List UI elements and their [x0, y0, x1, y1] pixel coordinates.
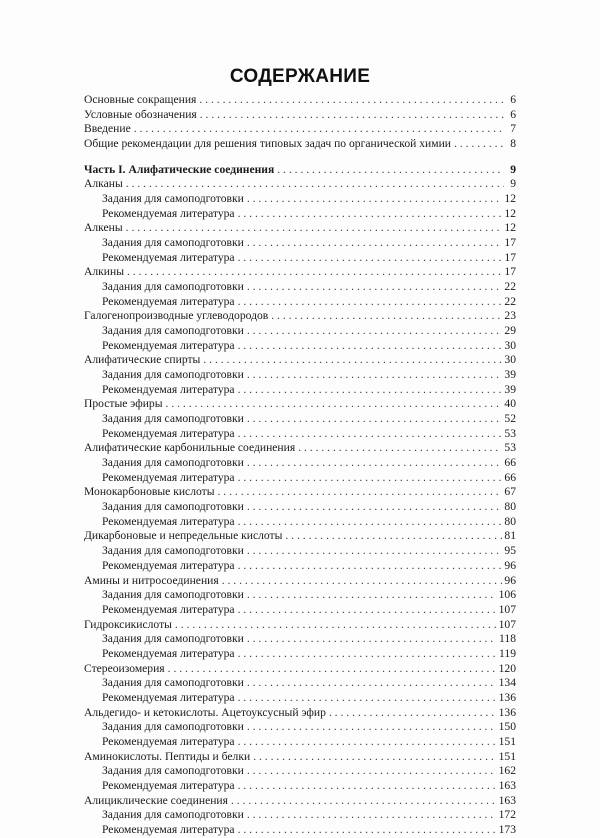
toc-subentry — [84, 280, 516, 295]
dot-leader — [277, 163, 504, 178]
toc-entry-title: Условные обозначения — [84, 107, 197, 121]
toc-page-number: 136 — [498, 705, 516, 719]
toc-subentry — [84, 192, 516, 207]
dot-leader — [247, 720, 497, 735]
dot-leader — [247, 500, 503, 515]
toc-subentry — [84, 427, 516, 442]
toc-page-number: 80 — [504, 514, 516, 528]
toc-subentry — [84, 691, 516, 706]
toc-page-number: 173 — [498, 822, 516, 836]
dot-leader — [247, 676, 497, 691]
toc-entry — [84, 441, 516, 456]
toc-subentry — [84, 456, 516, 471]
toc-entry-title: Рекомендуемая литература — [102, 778, 235, 792]
toc-page-number: 17 — [504, 236, 516, 250]
toc-entry-title: Алициклические соединения — [84, 793, 228, 807]
dot-leader — [298, 441, 502, 456]
dot-leader — [238, 779, 497, 794]
toc-page-number: 66 — [504, 456, 516, 470]
toc-subentry — [84, 324, 516, 339]
dot-leader — [247, 808, 497, 823]
toc-subentry — [84, 735, 516, 750]
dot-leader — [200, 108, 504, 123]
dot-leader — [247, 236, 503, 251]
toc-page-number: 119 — [499, 646, 516, 660]
toc-page-number: 17 — [504, 250, 516, 264]
toc-subentry — [84, 412, 516, 427]
dot-leader — [454, 137, 504, 152]
toc-subentry — [84, 295, 516, 310]
dot-leader — [134, 122, 504, 137]
toc-page-number: 9 — [510, 162, 516, 176]
toc-entry-title: Задания для самоподготовки — [102, 500, 244, 514]
toc-subentry — [84, 676, 516, 691]
dot-leader — [238, 691, 497, 706]
toc-page-number: 9 — [510, 177, 516, 191]
toc-page-number: 162 — [498, 764, 516, 778]
toc-entry-title: Введение — [84, 122, 131, 136]
dot-leader — [238, 647, 497, 662]
toc-entry — [84, 574, 516, 589]
toc-entry — [84, 618, 516, 633]
toc-entry-title: Амины и нитросоединения — [84, 573, 219, 587]
toc-entry-title: Рекомендуемая литература — [102, 690, 235, 704]
toc-entry-title: Общие рекомендации для решения типовых задач по органической химии — [84, 137, 451, 151]
toc-entry-title: Задания для самоподготовки — [102, 456, 244, 470]
dot-leader — [238, 735, 497, 750]
toc-entry-title: Рекомендуемая литература — [102, 294, 235, 308]
dot-leader — [247, 544, 503, 559]
toc-page-number: 17 — [504, 265, 516, 279]
toc-subentry — [84, 544, 516, 559]
toc-entry-title: Стереоизомерия — [84, 661, 165, 675]
toc-page-number: 29 — [504, 324, 516, 338]
toc-page-number: 7 — [510, 122, 516, 136]
toc-page-number: 95 — [504, 544, 516, 558]
toc-entry-title: Рекомендуемая литература — [102, 602, 235, 616]
dot-leader — [247, 368, 503, 383]
toc-page-number: 8 — [510, 137, 516, 151]
dot-leader — [166, 397, 503, 412]
toc-subentry — [84, 603, 516, 618]
toc-subentry — [84, 383, 516, 398]
toc-entry-title: Задания для самоподготовки — [102, 544, 244, 558]
dot-leader — [126, 221, 503, 236]
toc-entry-title: Рекомендуемая литература — [102, 646, 235, 660]
toc-page-number: 39 — [504, 382, 516, 396]
toc-page-number: 40 — [504, 397, 516, 411]
toc-entry — [84, 529, 516, 544]
toc-entry-title: Задания для самоподготовки — [102, 192, 244, 206]
dot-leader — [238, 823, 497, 838]
toc-page-number: 96 — [504, 573, 516, 587]
toc-subentry — [84, 236, 516, 251]
dot-leader — [238, 559, 503, 574]
toc-entry — [84, 265, 516, 280]
toc-page-number: 22 — [504, 280, 516, 294]
toc-page-number: 163 — [498, 778, 516, 792]
toc-subentry — [84, 779, 516, 794]
toc-page-number: 150 — [498, 720, 516, 734]
page-title: СОДЕРЖАНИЕ — [229, 66, 371, 87]
toc-entry-title: Задания для самоподготовки — [102, 324, 244, 338]
toc-entry-title: Рекомендуемая литература — [102, 206, 235, 220]
toc-page-number: 151 — [498, 734, 516, 748]
toc-entry-title: Рекомендуемая литература — [102, 338, 235, 352]
dot-leader — [126, 177, 504, 192]
toc-entry-title: Задания для самоподготовки — [102, 280, 244, 294]
dot-leader — [238, 207, 503, 222]
toc-page-number: 106 — [498, 588, 516, 602]
toc-entry-title: Рекомендуемая литература — [102, 514, 235, 528]
dot-leader — [247, 324, 503, 339]
toc-entry-title: Задания для самоподготовки — [102, 236, 244, 250]
toc-page-number: 81 — [504, 529, 516, 543]
dot-leader — [247, 764, 497, 779]
toc-entry — [84, 93, 516, 108]
toc-page-number: 163 — [498, 793, 516, 807]
toc-entry-title: Галогенопроизводные углеводородов — [84, 309, 269, 323]
toc-entry-title: Рекомендуемая литература — [102, 470, 235, 484]
toc-subentry — [84, 368, 516, 383]
toc-entry — [84, 706, 516, 721]
toc-entry-title: Алифатические спирты — [84, 353, 201, 367]
toc-entry — [84, 750, 516, 765]
dot-leader — [247, 456, 503, 471]
toc-list — [84, 93, 516, 838]
toc-entry-title: Альдегидо- и кетокислоты. Ацетоуксусный эфир — [84, 705, 326, 719]
dot-leader — [238, 295, 503, 310]
toc-subentry — [84, 647, 516, 662]
toc-page-number: 96 — [504, 558, 516, 572]
toc-entry-title: Задания для самоподготовки — [102, 632, 244, 646]
toc-entry-title: Рекомендуемая литература — [102, 822, 235, 836]
dot-leader — [203, 353, 502, 368]
dot-leader — [271, 309, 502, 324]
toc-entry — [84, 137, 516, 152]
dot-leader — [285, 529, 502, 544]
toc-entry — [84, 662, 516, 677]
toc-page-number: 107 — [498, 602, 516, 616]
toc-page-number: 172 — [498, 808, 516, 822]
toc-subentry — [84, 808, 516, 823]
dot-leader — [247, 280, 503, 295]
dot-leader — [247, 588, 497, 603]
toc-page-number: 30 — [504, 353, 516, 367]
toc-entry-title: Алкины — [84, 265, 124, 279]
toc-subentry — [84, 632, 516, 647]
toc-page-number: 134 — [498, 676, 516, 690]
toc-subentry — [84, 515, 516, 530]
toc-entry-title: Рекомендуемая литература — [102, 382, 235, 396]
toc-page-number: 107 — [498, 617, 516, 631]
toc-page-number: 136 — [498, 690, 516, 704]
toc-entry — [84, 309, 516, 324]
dot-leader — [231, 794, 497, 809]
toc-entry-title: Простые эфиры — [84, 397, 163, 411]
toc-entry-title: Задания для самоподготовки — [102, 676, 244, 690]
dot-leader — [329, 706, 497, 721]
toc-subentry — [84, 251, 516, 266]
toc-subentry — [84, 588, 516, 603]
toc-page-number: 67 — [504, 485, 516, 499]
dot-leader — [238, 251, 503, 266]
toc-entry-title: Задания для самоподготовки — [102, 412, 244, 426]
toc-entry-title: Часть I. Алифатические соединения — [84, 162, 275, 176]
toc-page-number: 120 — [498, 661, 516, 675]
toc-entry-title: Алкены — [84, 221, 123, 235]
toc-subentry — [84, 559, 516, 574]
toc-entry-title: Задания для самоподготовки — [102, 808, 244, 822]
toc-page-number: 22 — [504, 294, 516, 308]
toc-entry — [84, 397, 516, 412]
toc-entry — [84, 353, 516, 368]
toc-entry-title: Задания для самоподготовки — [102, 764, 244, 778]
toc-entry-title: Рекомендуемая литература — [102, 250, 235, 264]
toc-page-number: 39 — [504, 368, 516, 382]
toc-entry-title: Алканы — [84, 177, 123, 191]
toc-page-number: 66 — [504, 470, 516, 484]
toc-page-number: 53 — [504, 441, 516, 455]
dot-leader — [238, 471, 503, 486]
toc-entry — [84, 177, 516, 192]
toc-entry-title: Задания для самоподготовки — [102, 588, 244, 602]
dot-leader — [218, 485, 503, 500]
toc-entry — [84, 122, 516, 137]
toc-entry-title: Рекомендуемая литература — [102, 558, 235, 572]
dot-leader — [247, 412, 503, 427]
dot-leader — [247, 632, 497, 647]
toc-entry-title: Задания для самоподготовки — [102, 720, 244, 734]
toc-page-number: 23 — [504, 309, 516, 323]
toc-subentry — [84, 339, 516, 354]
dot-leader — [238, 383, 503, 398]
toc-subentry — [84, 764, 516, 779]
dot-leader — [127, 265, 502, 280]
toc-page-number: 80 — [504, 500, 516, 514]
toc-page-number: 118 — [499, 632, 516, 646]
toc-entry-title: Дикарбоновые и непредельные кислоты — [84, 529, 283, 543]
toc-page-number: 53 — [504, 426, 516, 440]
dot-leader — [247, 192, 503, 207]
toc-page-number: 6 — [510, 107, 516, 121]
toc-entry-title: Алифатические карбонильные соединения — [84, 441, 296, 455]
toc-entry-title: Задания для самоподготовки — [102, 368, 244, 382]
toc-subentry — [84, 471, 516, 486]
toc-page-number: 30 — [504, 338, 516, 352]
toc-subentry — [84, 720, 516, 735]
dot-leader — [253, 750, 496, 765]
toc-entry — [84, 221, 516, 236]
dot-leader — [222, 574, 503, 589]
toc-subentry — [84, 500, 516, 515]
dot-leader — [238, 427, 503, 442]
toc-entry — [84, 794, 516, 809]
toc-entry-title: Основные сокращения — [84, 93, 197, 106]
toc-entry-title: Монокарбоновые кислоты — [84, 485, 215, 499]
dot-leader — [238, 339, 503, 354]
toc-page-number: 52 — [504, 412, 516, 426]
toc-entry-title: Аминокислоты. Пептиды и белки — [84, 749, 251, 763]
toc-page-number: 12 — [504, 206, 516, 220]
toc-subentry — [84, 823, 516, 838]
dot-leader — [199, 93, 504, 108]
dot-leader — [168, 662, 497, 677]
toc-part-heading — [84, 163, 516, 178]
toc-page-number: 151 — [498, 749, 516, 763]
toc-entry-title: Рекомендуемая литература — [102, 734, 235, 748]
toc-entry — [84, 485, 516, 500]
toc-subentry — [84, 207, 516, 222]
dot-leader — [238, 515, 503, 530]
toc-page-number: 12 — [504, 192, 516, 206]
toc-entry — [84, 108, 516, 123]
toc-page-number: 6 — [510, 93, 516, 106]
dot-leader — [238, 603, 497, 618]
toc-entry-title: Гидроксикислоты — [84, 617, 172, 631]
toc-entry-title: Рекомендуемая литература — [102, 426, 235, 440]
toc-page-number: 12 — [504, 221, 516, 235]
dot-leader — [175, 618, 497, 633]
